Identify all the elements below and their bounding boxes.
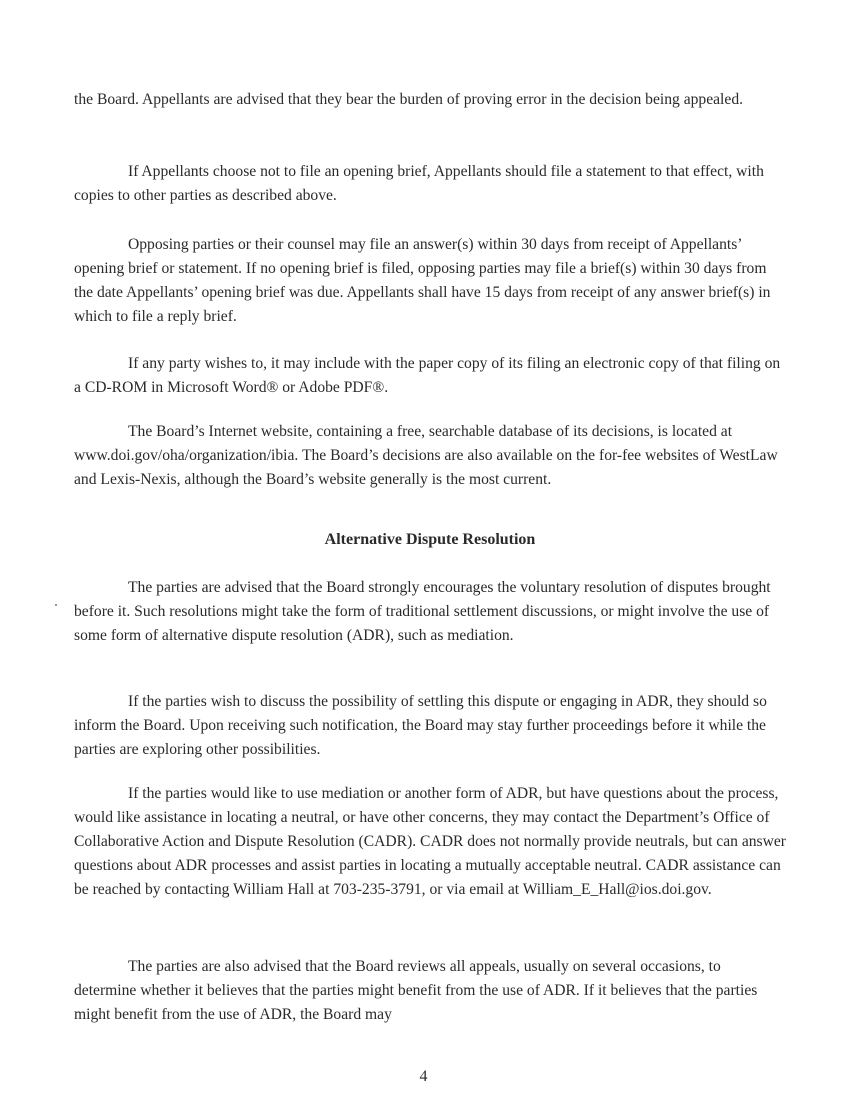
scan-artifact: [55, 604, 57, 606]
paragraph-adr-encouragement: [74, 576, 786, 648]
paragraph-text: If the parties would like to use mediation or another form of ADR, but have questions about the process, would like assistance in locating a neutral, or have other concerns, they may contact the Department’s Office of Collaborative Action and Dispute Resolution (CADR). CADR does not normally provide neutrals, but can answer questions about ADR processes and assist parties in locating a mutually acceptable neutral. CADR assistance can be reached by contacting William Hall at 703-235-3791, or via email at William_E_Hall@ios.doi.gov.: [74, 785, 786, 898]
paragraph-board-reviews: [74, 955, 786, 1027]
paragraph-text: If Appellants choose not to file an opening brief, Appellants should file a statement to that effect, with copies to other parties as described above.: [74, 163, 764, 204]
paragraph-board-website: [74, 420, 786, 492]
paragraph-text: If the parties wish to discuss the possibility of settling this dispute or engaging in ADR, they should so inform the Board. Upon receiving such notification, the Board may stay further proceedings before it while the parties are exploring other possibilities.: [74, 693, 767, 758]
paragraph-burden-of-proof: [74, 88, 786, 112]
paragraph-text: If any party wishes to, it may include with the paper copy of its filing an electronic copy of that filing on a CD-ROM in Microsoft Word® or Adobe PDF®.: [74, 355, 781, 396]
paragraph-text: the Board. Appellants are advised that they bear the burden of proving error in the decision being appealed.: [74, 91, 744, 108]
paragraph-text: The Board’s Internet website, containing a free, searchable database of its decisions, is located at www.doi.gov/oha/organization/ibia. The Board’s decisions are also available on the for-fee websites of WestLaw and Lexis-Nexis, although the Board’s website generally is the most current.: [74, 423, 778, 488]
page-number: 4: [419, 1068, 428, 1085]
paragraph-answer-deadlines: [74, 233, 786, 329]
paragraph-electronic-copy: [74, 352, 786, 400]
section-heading-adr: Alternative Dispute Resolution: [324, 531, 536, 548]
paragraph-text: Opposing parties or their counsel may file an answer(s) within 30 days from receipt of Appellants’ opening brief or statement. If no opening brief is filed, opposing parties may file a brief(s) within 30 days from the date Appellants’ opening brief was due. Appellants shall have 15 days from receipt of any answer brief(s) in which to file a reply brief.: [74, 236, 771, 325]
paragraph-adr-inform-board: [74, 690, 786, 762]
paragraph-text: The parties are also advised that the Board reviews all appeals, usually on several occasions, to determine whether it believes that the parties might benefit from the use of ADR. If it believes that the parties might benefit from the use of ADR, the Board may: [74, 958, 758, 1023]
paragraph-text: The parties are advised that the Board strongly encourages the voluntary resolution of disputes brought before it. Such resolutions might take the form of traditional settlement discussions, or might involve the use of some form of alternative dispute resolution (ADR), such as mediation.: [74, 579, 771, 644]
paragraph-cadr-contact: [74, 782, 786, 902]
paragraph-no-opening-brief: [74, 160, 786, 208]
